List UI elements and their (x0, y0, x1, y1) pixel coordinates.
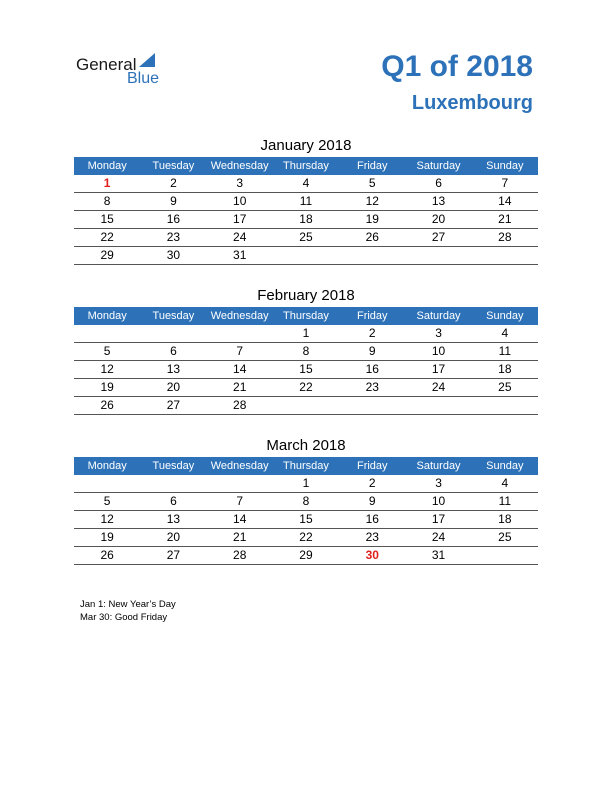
day-cell: 22 (299, 530, 313, 544)
weekday-header (74, 157, 538, 175)
day-cell: 31 (233, 248, 247, 262)
day-cell: 15 (100, 212, 114, 226)
day-cell: 28 (233, 398, 247, 412)
day-cell: 13 (166, 512, 181, 526)
day-cell: 11 (498, 494, 512, 508)
week-row (74, 493, 538, 511)
week-row (74, 343, 538, 361)
day-cell: 24 (233, 230, 247, 244)
day-cell: 22 (100, 230, 114, 244)
day-cell (405, 247, 471, 264)
weekday-label: Thursday (283, 310, 329, 322)
day-cell: 30 (166, 248, 181, 262)
day-cell: 19 (100, 380, 114, 394)
weekday-label: Sunday (486, 160, 524, 172)
day-cell: 4 (501, 476, 509, 490)
weekday-label: Friday (356, 160, 388, 172)
weekday-label: Tuesday (152, 460, 195, 472)
day-cell: 2 (368, 476, 376, 490)
page-subtitle: Luxembourg (411, 92, 533, 114)
day-cell: 18 (498, 362, 512, 376)
week-row (74, 325, 538, 343)
day-cell: 16 (365, 362, 379, 376)
weekday-label: Thursday (283, 160, 329, 172)
day-cell: 18 (498, 512, 512, 526)
day-cell: 16 (166, 212, 181, 226)
holiday-note: Jan 1: New Year’s Day (80, 599, 176, 610)
week-row (74, 361, 538, 379)
generalblue-logo (76, 52, 186, 88)
day-cell: 7 (236, 344, 244, 358)
day-cell (74, 475, 140, 492)
day-cell (207, 475, 273, 492)
day-cell: 27 (166, 398, 181, 412)
month-march (74, 435, 538, 565)
day-cell: 22 (299, 380, 313, 394)
day-cell (339, 247, 405, 264)
month-title: January 2018 (260, 137, 352, 154)
day-cell: 12 (100, 512, 114, 526)
month-february (74, 285, 538, 415)
weekday-label: Tuesday (152, 160, 195, 172)
logo-blue-text: Blue (127, 70, 160, 87)
day-cell: 23 (166, 230, 181, 244)
day-cell: 26 (100, 398, 114, 412)
day-cell: 23 (365, 530, 379, 544)
day-cell (140, 325, 206, 342)
day-cell: 2 (170, 176, 177, 190)
day-cell: 28 (233, 548, 247, 562)
day-cell: 21 (233, 530, 247, 544)
day-cell: 10 (233, 194, 247, 208)
day-cell: 6 (435, 176, 442, 190)
week-row (74, 379, 538, 397)
day-cell: 15 (299, 362, 313, 376)
day-cell: 15 (299, 512, 313, 526)
weekday-header (74, 307, 538, 325)
day-cell: 14 (233, 512, 247, 526)
weekday-label: Friday (356, 460, 388, 472)
weekday-label: Thursday (283, 460, 329, 472)
holiday-note: Mar 30: Good Friday (80, 612, 168, 623)
day-cell: 4 (302, 176, 310, 190)
day-cell: 14 (498, 194, 512, 208)
day-cell: 7 (236, 494, 244, 508)
day-cell (74, 325, 140, 342)
day-cell: 29 (299, 548, 313, 562)
day-cell: 20 (166, 380, 181, 394)
day-cell (140, 475, 206, 492)
page-title: Q1 of 2018 (381, 50, 533, 83)
day-cell: 12 (365, 194, 379, 208)
weekday-label: Wednesday (210, 460, 269, 472)
day-cell: 20 (166, 530, 181, 544)
day-cell: 13 (166, 362, 181, 376)
weekday-label: Sunday (486, 310, 524, 322)
month-title: March 2018 (266, 437, 346, 454)
day-cell: 13 (431, 194, 446, 208)
day-cell: 10 (431, 494, 446, 508)
day-cell: 31 (431, 548, 446, 562)
day-cell (472, 547, 538, 564)
holiday-day-cell: 30 (365, 548, 379, 562)
day-cell (207, 325, 273, 342)
day-cell (472, 397, 538, 414)
day-cell: 17 (431, 362, 446, 376)
week-row (74, 511, 538, 529)
day-cell: 5 (103, 494, 111, 508)
day-cell: 25 (299, 230, 313, 244)
day-cell: 18 (299, 212, 313, 226)
month-january (74, 135, 538, 265)
weekday-header (74, 457, 538, 475)
day-cell: 1 (302, 326, 310, 340)
day-cell (405, 397, 471, 414)
day-cell: 14 (233, 362, 247, 376)
day-cell: 9 (368, 344, 376, 358)
day-cell: 2 (368, 326, 376, 340)
day-cell (273, 247, 339, 264)
day-cell: 5 (368, 176, 376, 190)
weekday-label: Monday (87, 310, 127, 322)
logo-general-text: General (76, 55, 137, 74)
week-row (74, 175, 538, 193)
day-cell: 6 (170, 494, 177, 508)
day-cell: 8 (302, 494, 310, 508)
day-cell (472, 247, 538, 264)
day-cell: 29 (100, 248, 114, 262)
week-row (74, 529, 538, 547)
week-row (74, 475, 538, 493)
day-cell: 9 (170, 194, 177, 208)
day-cell: 17 (431, 512, 446, 526)
week-row (74, 193, 538, 211)
day-cell: 3 (435, 326, 442, 340)
weekday-label: Monday (87, 460, 127, 472)
month-title: February 2018 (257, 287, 355, 304)
day-cell: 19 (100, 530, 114, 544)
day-cell: 1 (302, 476, 310, 490)
holiday-notes (80, 598, 176, 624)
week-row (74, 397, 538, 415)
day-cell: 16 (365, 512, 379, 526)
weekday-label: Sunday (486, 460, 524, 472)
day-cell: 7 (501, 176, 509, 190)
day-cell: 8 (302, 344, 310, 358)
day-cell: 21 (233, 380, 247, 394)
day-cell: 25 (498, 530, 512, 544)
day-cell: 27 (431, 230, 446, 244)
day-cell: 24 (431, 380, 446, 394)
day-cell: 5 (103, 344, 111, 358)
weekday-label: Monday (87, 160, 127, 172)
day-cell: 20 (431, 212, 446, 226)
week-row (74, 229, 538, 247)
day-cell: 3 (236, 176, 244, 190)
day-cell: 28 (498, 230, 512, 244)
day-cell: 11 (498, 344, 512, 358)
day-cell: 26 (365, 230, 379, 244)
week-row (74, 247, 538, 265)
weekday-label: Saturday (416, 160, 461, 172)
logo-triangle-icon (139, 53, 155, 67)
day-cell: 21 (498, 212, 512, 226)
weekday-label: Tuesday (152, 310, 195, 322)
weekday-label: Saturday (416, 310, 461, 322)
day-cell (273, 397, 339, 414)
weekday-label: Friday (356, 310, 388, 322)
day-cell: 19 (365, 212, 379, 226)
day-cell: 17 (233, 212, 247, 226)
weekday-label: Wednesday (210, 160, 269, 172)
day-cell: 9 (368, 494, 376, 508)
week-row (74, 547, 538, 565)
day-cell: 6 (170, 344, 177, 358)
day-cell: 27 (166, 548, 181, 562)
day-cell: 23 (365, 380, 379, 394)
day-cell: 8 (103, 194, 111, 208)
day-cell: 4 (501, 326, 509, 340)
day-cell: 3 (435, 476, 442, 490)
holiday-day-cell: 1 (103, 176, 111, 190)
day-cell: 25 (498, 380, 512, 394)
day-cell (339, 397, 405, 414)
weekday-label: Saturday (416, 460, 461, 472)
week-row (74, 211, 538, 229)
day-cell: 11 (299, 194, 313, 208)
day-cell: 10 (431, 344, 446, 358)
day-cell: 12 (100, 362, 114, 376)
day-cell: 26 (100, 548, 114, 562)
day-cell: 24 (431, 530, 446, 544)
weekday-label: Wednesday (210, 310, 269, 322)
